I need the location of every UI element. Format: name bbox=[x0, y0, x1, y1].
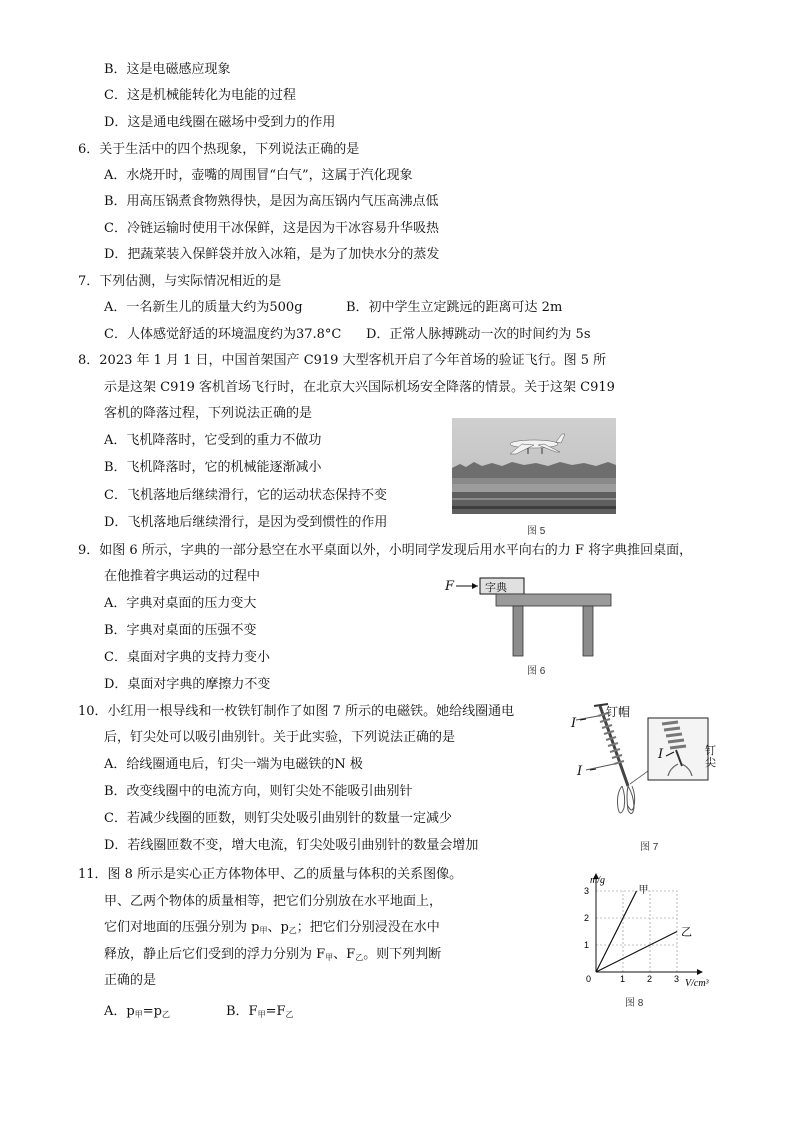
q6-option-a: A．水烧开时，壶嘴的周围冒“白气”，这属于汽化现象 bbox=[104, 168, 413, 183]
figure-7-electromagnet bbox=[566, 700, 716, 832]
q6-stem: 6．关于生活中的四个热现象，下列说法正确的是 bbox=[78, 142, 360, 157]
q10-option-b: B．改变线圈中的电流方向，则钉尖处不能吸引曲别针 bbox=[104, 784, 413, 799]
figure-6-book-label: 字典 bbox=[485, 582, 507, 594]
q10-option-c: C．若减少线圈的匝数，则钉尖处吸引曲别针的数量一定减少 bbox=[104, 811, 452, 826]
q11-stem-line2: 甲、乙两个物体的质量相等，把它们分别放在水平地面上， bbox=[104, 894, 443, 909]
chart-y-tick-label: 2 bbox=[584, 913, 590, 923]
q11-stem-line5: 正确的是 bbox=[104, 973, 157, 988]
q8-stem-line1: 8．2023 年 1 月 1 日，中国首架国产 C919 大型客机开启了今年首场的验证飞行。图 5 所 bbox=[78, 353, 607, 368]
q8-stem-line3: 客机的降落过程，下列说法正确的是 bbox=[104, 406, 313, 421]
figure-7-current-label-bottom: I bbox=[577, 764, 583, 779]
q8-stem-line2: 示是这架 C919 客机首场飞行时，在北京大兴国际机场安全降落的情景。关于这架 C919 bbox=[104, 380, 615, 395]
q5-option-d: D．这是通电线圈在磁场中受到力的作用 bbox=[104, 115, 336, 130]
figure-7-current-label-top: I bbox=[571, 716, 577, 731]
q7-option-c: C．人体感觉舒适的环境温度约为37.8°C bbox=[104, 327, 342, 342]
figure-7-current-label-inset: I bbox=[658, 747, 664, 762]
chart-x-axis-arrow bbox=[697, 969, 703, 975]
chart-y-axis-label: m/g bbox=[590, 875, 605, 886]
q8-option-a: A．飞机降落时，它受到的重力不做功 bbox=[104, 433, 322, 448]
q9-option-c: C．桌面对字典的支持力变小 bbox=[104, 650, 270, 665]
figure-7-caption: 图 7 bbox=[640, 842, 659, 853]
chart-x-tick-label: 3 bbox=[674, 974, 680, 984]
q11-stem-line4: 释放，静止后它们受到的浮力分别为 $F_甲$、$F_乙$。则下列判断 bbox=[104, 947, 442, 962]
figure-8-caption: 图 8 bbox=[625, 998, 644, 1009]
figure-6-dictionary-table bbox=[440, 574, 615, 658]
q6-option-c: C．冷链运输时使用干冰保鲜，这是因为干冰容易升华吸热 bbox=[104, 221, 439, 236]
chart-x-tick-label: 0 bbox=[586, 974, 592, 984]
q10-stem-line1: 10．小红用一根导线和一枚铁钉制作了如图 7 所示的电磁铁。她给线圈通电 bbox=[78, 704, 515, 719]
q9-option-a: A．字典对桌面的压力变大 bbox=[104, 596, 257, 611]
q5-option-b: B．这是电磁感应现象 bbox=[104, 62, 231, 77]
chart-y-tick-label: 3 bbox=[584, 886, 590, 896]
q11-option-b: B．$F_甲=F_乙$ bbox=[226, 1004, 294, 1019]
q9-stem-line2: 在他推着字典运动的过程中 bbox=[104, 569, 261, 584]
q8-option-b: B．飞机降落时，它的机械能逐渐减小 bbox=[104, 460, 322, 475]
q9-option-b: B．字典对桌面的压强不变 bbox=[104, 623, 257, 638]
figure-5-caption: 图 5 bbox=[527, 526, 546, 537]
q10-stem-line2: 后，钉尖处可以吸引曲别针。关于此实验，下列说法正确的是 bbox=[104, 730, 456, 745]
figure-6-force-label: F bbox=[445, 579, 455, 594]
q11-stem-line1: 11．图 8 所示是实心正方体物体甲、乙的质量与体积的关系图像。 bbox=[78, 867, 463, 882]
figure-6-caption: 图 6 bbox=[527, 666, 546, 677]
q7-option-a: A．一名新生儿的质量大约为500g bbox=[104, 300, 303, 315]
q7-stem: 7．下列估测，与实际情况相近的是 bbox=[78, 274, 282, 289]
chart-x-tick-label: 2 bbox=[647, 974, 653, 984]
chart-x-axis-label: V/cm³ bbox=[685, 978, 709, 988]
q9-stem-line1: 9．如图 6 所示，字典的一部分悬空在水平桌面以外，小明同学发现后用水平向右的力 F 将字典推回桌面， bbox=[78, 543, 693, 558]
chart-series-line bbox=[596, 891, 637, 972]
figure-7-nail-tip-label: 钉尖 bbox=[705, 744, 716, 769]
q10-option-a: A．给线圈通电后，钉尖一端为电磁铁的N 极 bbox=[104, 757, 363, 772]
q10-option-d: D．若线圈匝数不变，增大电流，钉尖处吸引曲别针的数量会增加 bbox=[104, 838, 479, 853]
q7-option-b: B．初中学生立定跳远的距离可达 2m bbox=[346, 300, 563, 315]
q5-option-c: C．这是机械能转化为电能的过程 bbox=[104, 88, 296, 103]
chart-y-tick-label: 1 bbox=[584, 940, 590, 950]
figure-7-nail-cap-label: 钉帽 bbox=[606, 705, 631, 719]
chart-x-tick-label: 1 bbox=[620, 974, 626, 984]
chart-series-line bbox=[596, 932, 677, 973]
chart-series-label: 乙 bbox=[681, 926, 692, 939]
q6-option-b: B．用高压锅煮食物熟得快，是因为高压锅内气压高沸点低 bbox=[104, 194, 439, 209]
q8-option-d: D．飞机落地后继续滑行，是因为受到惯性的作用 bbox=[104, 515, 388, 530]
figure-8-mass-volume-chart bbox=[566, 866, 732, 988]
figure-5-airplane-photo bbox=[452, 418, 616, 514]
q11-option-a: A．$p_甲=p_乙$ bbox=[104, 1004, 170, 1019]
q7-option-d: D．正常人脉搏跳动一次的时间约为 5s bbox=[366, 327, 591, 342]
chart-series-label: 甲 bbox=[638, 885, 649, 896]
q6-option-d: D．把蔬菜装入保鲜袋并放入冰箱，是为了加快水分的蒸发 bbox=[104, 247, 440, 262]
q9-option-d: D．桌面对字典的摩擦力不变 bbox=[104, 677, 271, 692]
q11-stem-line3: 它们对地面的压强分别为 $p_甲$、$p_乙$；把它们分别浸没在水中 bbox=[104, 920, 440, 935]
q8-option-c: C．飞机落地后继续滑行，它的运动状态保持不变 bbox=[104, 488, 387, 503]
